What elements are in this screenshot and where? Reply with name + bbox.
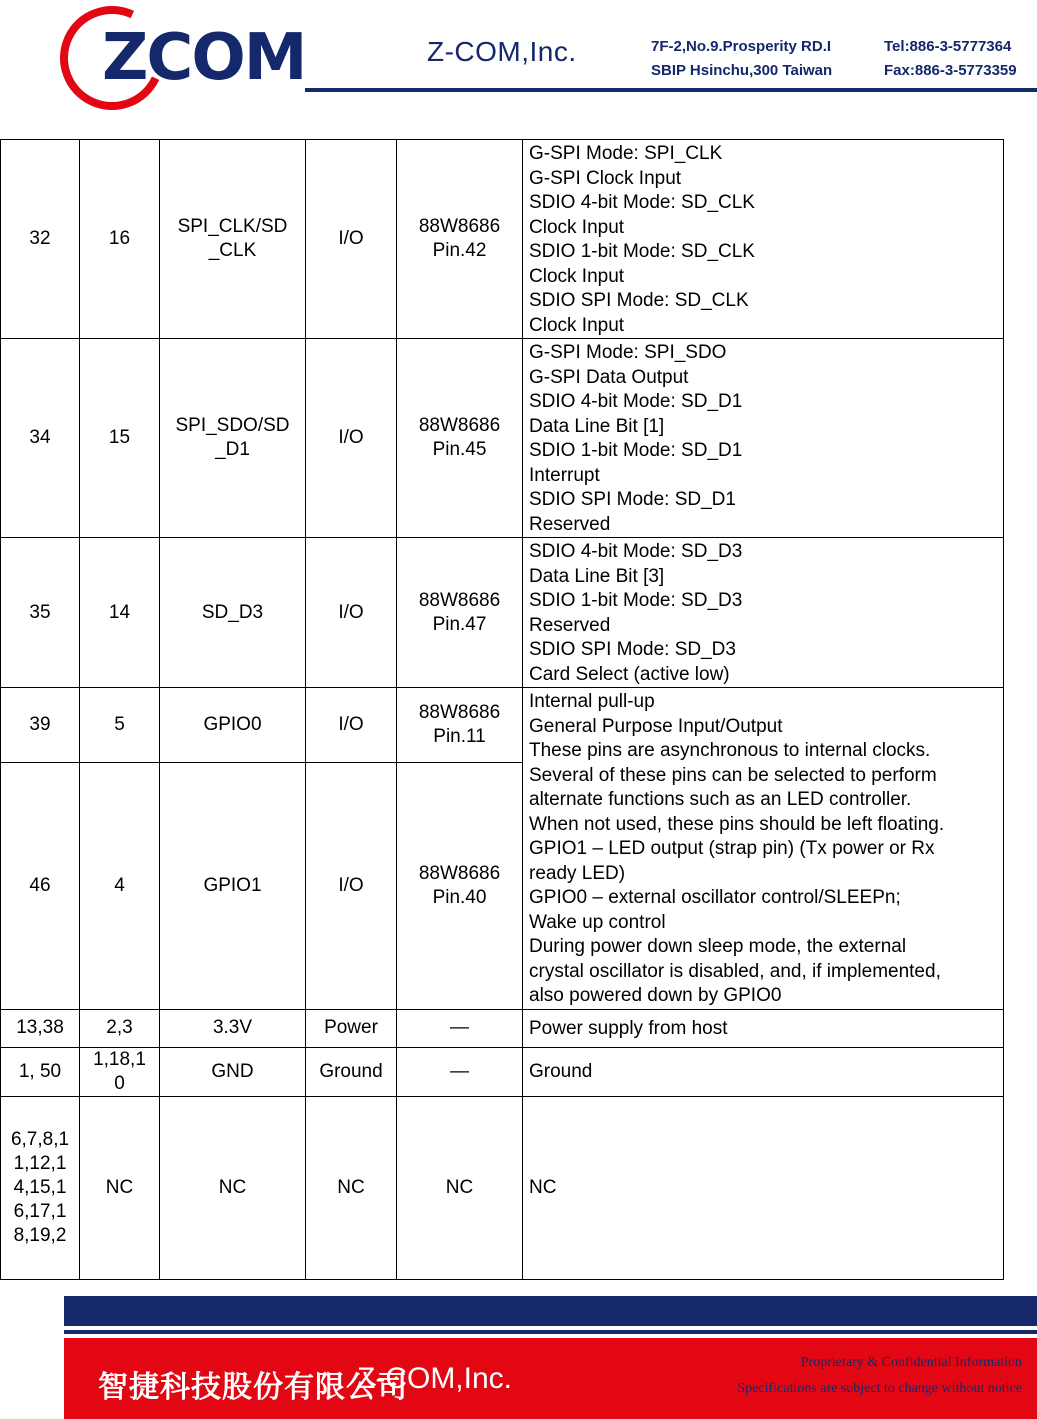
table-row bbox=[1, 688, 1004, 763]
num-cell: 2,3 bbox=[80, 1009, 160, 1047]
footer-navy-line bbox=[64, 1330, 1037, 1334]
description-cell: G-SPI Mode: SPI_SDO G-SPI Data Output SDIO 4-bit Mode: SD_D1 Data Line Bit [1] SDIO 1-bit Mode: SD_D1 Interrupt SDIO SPI Mode: SD_D1 Reserved bbox=[523, 339, 1004, 538]
company-name: Z-COM,Inc. bbox=[427, 36, 577, 67]
footer-notice bbox=[737, 1350, 1022, 1402]
num-cell: 1,18,1 0 bbox=[80, 1047, 160, 1096]
header-divider bbox=[305, 88, 1037, 92]
type-cell: I/O bbox=[306, 140, 397, 339]
num-cell: 16 bbox=[80, 140, 160, 339]
pin-cell: 1, 50 bbox=[1, 1047, 80, 1096]
chip-pin-cell: 88W8686 Pin.42 bbox=[397, 140, 523, 339]
pin-cell: 6,7,8,1 1,12,1 4,15,1 6,17,1 8,19,2 bbox=[1, 1096, 80, 1279]
description-cell: NC bbox=[523, 1096, 1004, 1279]
num-cell: 14 bbox=[80, 538, 160, 688]
chip-pin-cell: NC bbox=[397, 1096, 523, 1279]
address-line2: SBIP Hsinchu,300 Taiwan bbox=[651, 62, 833, 79]
pin-cell: 35 bbox=[1, 538, 80, 688]
pin-table bbox=[0, 139, 1004, 1280]
type-cell: I/O bbox=[306, 339, 397, 538]
table-row bbox=[1, 538, 1004, 688]
signal-name-cell: SPI_SDO/SD _D1 bbox=[160, 339, 306, 538]
logo-text: ZCOM bbox=[102, 21, 306, 95]
company-contact bbox=[884, 35, 1017, 83]
chip-pin-cell: 88W8686 Pin.45 bbox=[397, 339, 523, 538]
fax-line: Fax:886-3-5773359 bbox=[884, 62, 1017, 79]
pin-cell: 46 bbox=[1, 762, 80, 1009]
change-note: Specifications are subject to change without notice bbox=[737, 1381, 1022, 1396]
company-address bbox=[651, 35, 832, 83]
table-row bbox=[1, 1096, 1004, 1279]
chip-pin-cell: 88W8686 Pin.47 bbox=[397, 538, 523, 688]
num-cell: 5 bbox=[80, 688, 160, 763]
confidential-note: Proprietary & Confidential Information bbox=[800, 1355, 1022, 1370]
table-row bbox=[1, 1009, 1004, 1047]
pin-cell: 34 bbox=[1, 339, 80, 538]
chip-pin-cell: 88W8686 Pin.40 bbox=[397, 762, 523, 1009]
footer-navy-bar bbox=[64, 1296, 1037, 1326]
type-cell: I/O bbox=[306, 762, 397, 1009]
description-cell: SDIO 4-bit Mode: SD_D3 Data Line Bit [3] SDIO 1-bit Mode: SD_D3 Reserved SDIO SPI Mode: SD_D3 Card Select (active low) bbox=[523, 538, 1004, 688]
type-cell: I/O bbox=[306, 538, 397, 688]
description-cell: G-SPI Mode: SPI_CLK G-SPI Clock Input SDIO 4-bit Mode: SD_CLK Clock Input SDIO 1-bit Mode: SD_CLK Clock Input SDIO SPI Mode: SD_CLK Clock Input bbox=[523, 140, 1004, 339]
type-cell: I/O bbox=[306, 688, 397, 763]
table-row bbox=[1, 339, 1004, 538]
chip-pin-cell: — bbox=[397, 1009, 523, 1047]
pin-cell: 13,38 bbox=[1, 1009, 80, 1047]
zcom-logo bbox=[58, 2, 308, 120]
footer-company-cn: 智捷科技股份有限公司 bbox=[98, 1371, 408, 1404]
signal-name-cell: GPIO0 bbox=[160, 688, 306, 763]
signal-name-cell: GND bbox=[160, 1047, 306, 1096]
signal-name-cell: 3.3V bbox=[160, 1009, 306, 1047]
num-cell: 4 bbox=[80, 762, 160, 1009]
pin-cell: 39 bbox=[1, 688, 80, 763]
num-cell: 15 bbox=[80, 339, 160, 538]
chip-pin-cell: — bbox=[397, 1047, 523, 1096]
signal-name-cell: NC bbox=[160, 1096, 306, 1279]
tel-line: Tel:886-3-5777364 bbox=[884, 38, 1012, 55]
address-line1: 7F-2,No.9.Prosperity RD.I bbox=[651, 38, 832, 55]
description-cell: Power supply from host bbox=[523, 1009, 1004, 1047]
num-cell: NC bbox=[80, 1096, 160, 1279]
signal-name-cell: SD_D3 bbox=[160, 538, 306, 688]
table-row bbox=[1, 140, 1004, 339]
table-row bbox=[1, 1047, 1004, 1096]
type-cell: Power bbox=[306, 1009, 397, 1047]
signal-name-cell: SPI_CLK/SD _CLK bbox=[160, 140, 306, 339]
footer-brand: Z-COM,Inc. bbox=[357, 1362, 512, 1395]
type-cell: NC bbox=[306, 1096, 397, 1279]
gpio-description-cell: Internal pull-up General Purpose Input/Output These pins are asynchronous to internal clocks. Several of these pins can be selected to perform alternate functions such as an LED controller. When not used, these pins should be left floating. GPIO1 – LED output (strap pin) (Tx power or Rx ready LED) GPIO0 – external oscillator control/SLEEPn; Wake up control During power down sleep mode, the external crystal oscillator is disabled, and, if implemented, also powered down by GPIO0 bbox=[523, 688, 1004, 1010]
chip-pin-cell: 88W8686 Pin.11 bbox=[397, 688, 523, 763]
type-cell: Ground bbox=[306, 1047, 397, 1096]
signal-name-cell: GPIO1 bbox=[160, 762, 306, 1009]
description-cell: Ground bbox=[523, 1047, 1004, 1096]
pin-cell: 32 bbox=[1, 140, 80, 339]
